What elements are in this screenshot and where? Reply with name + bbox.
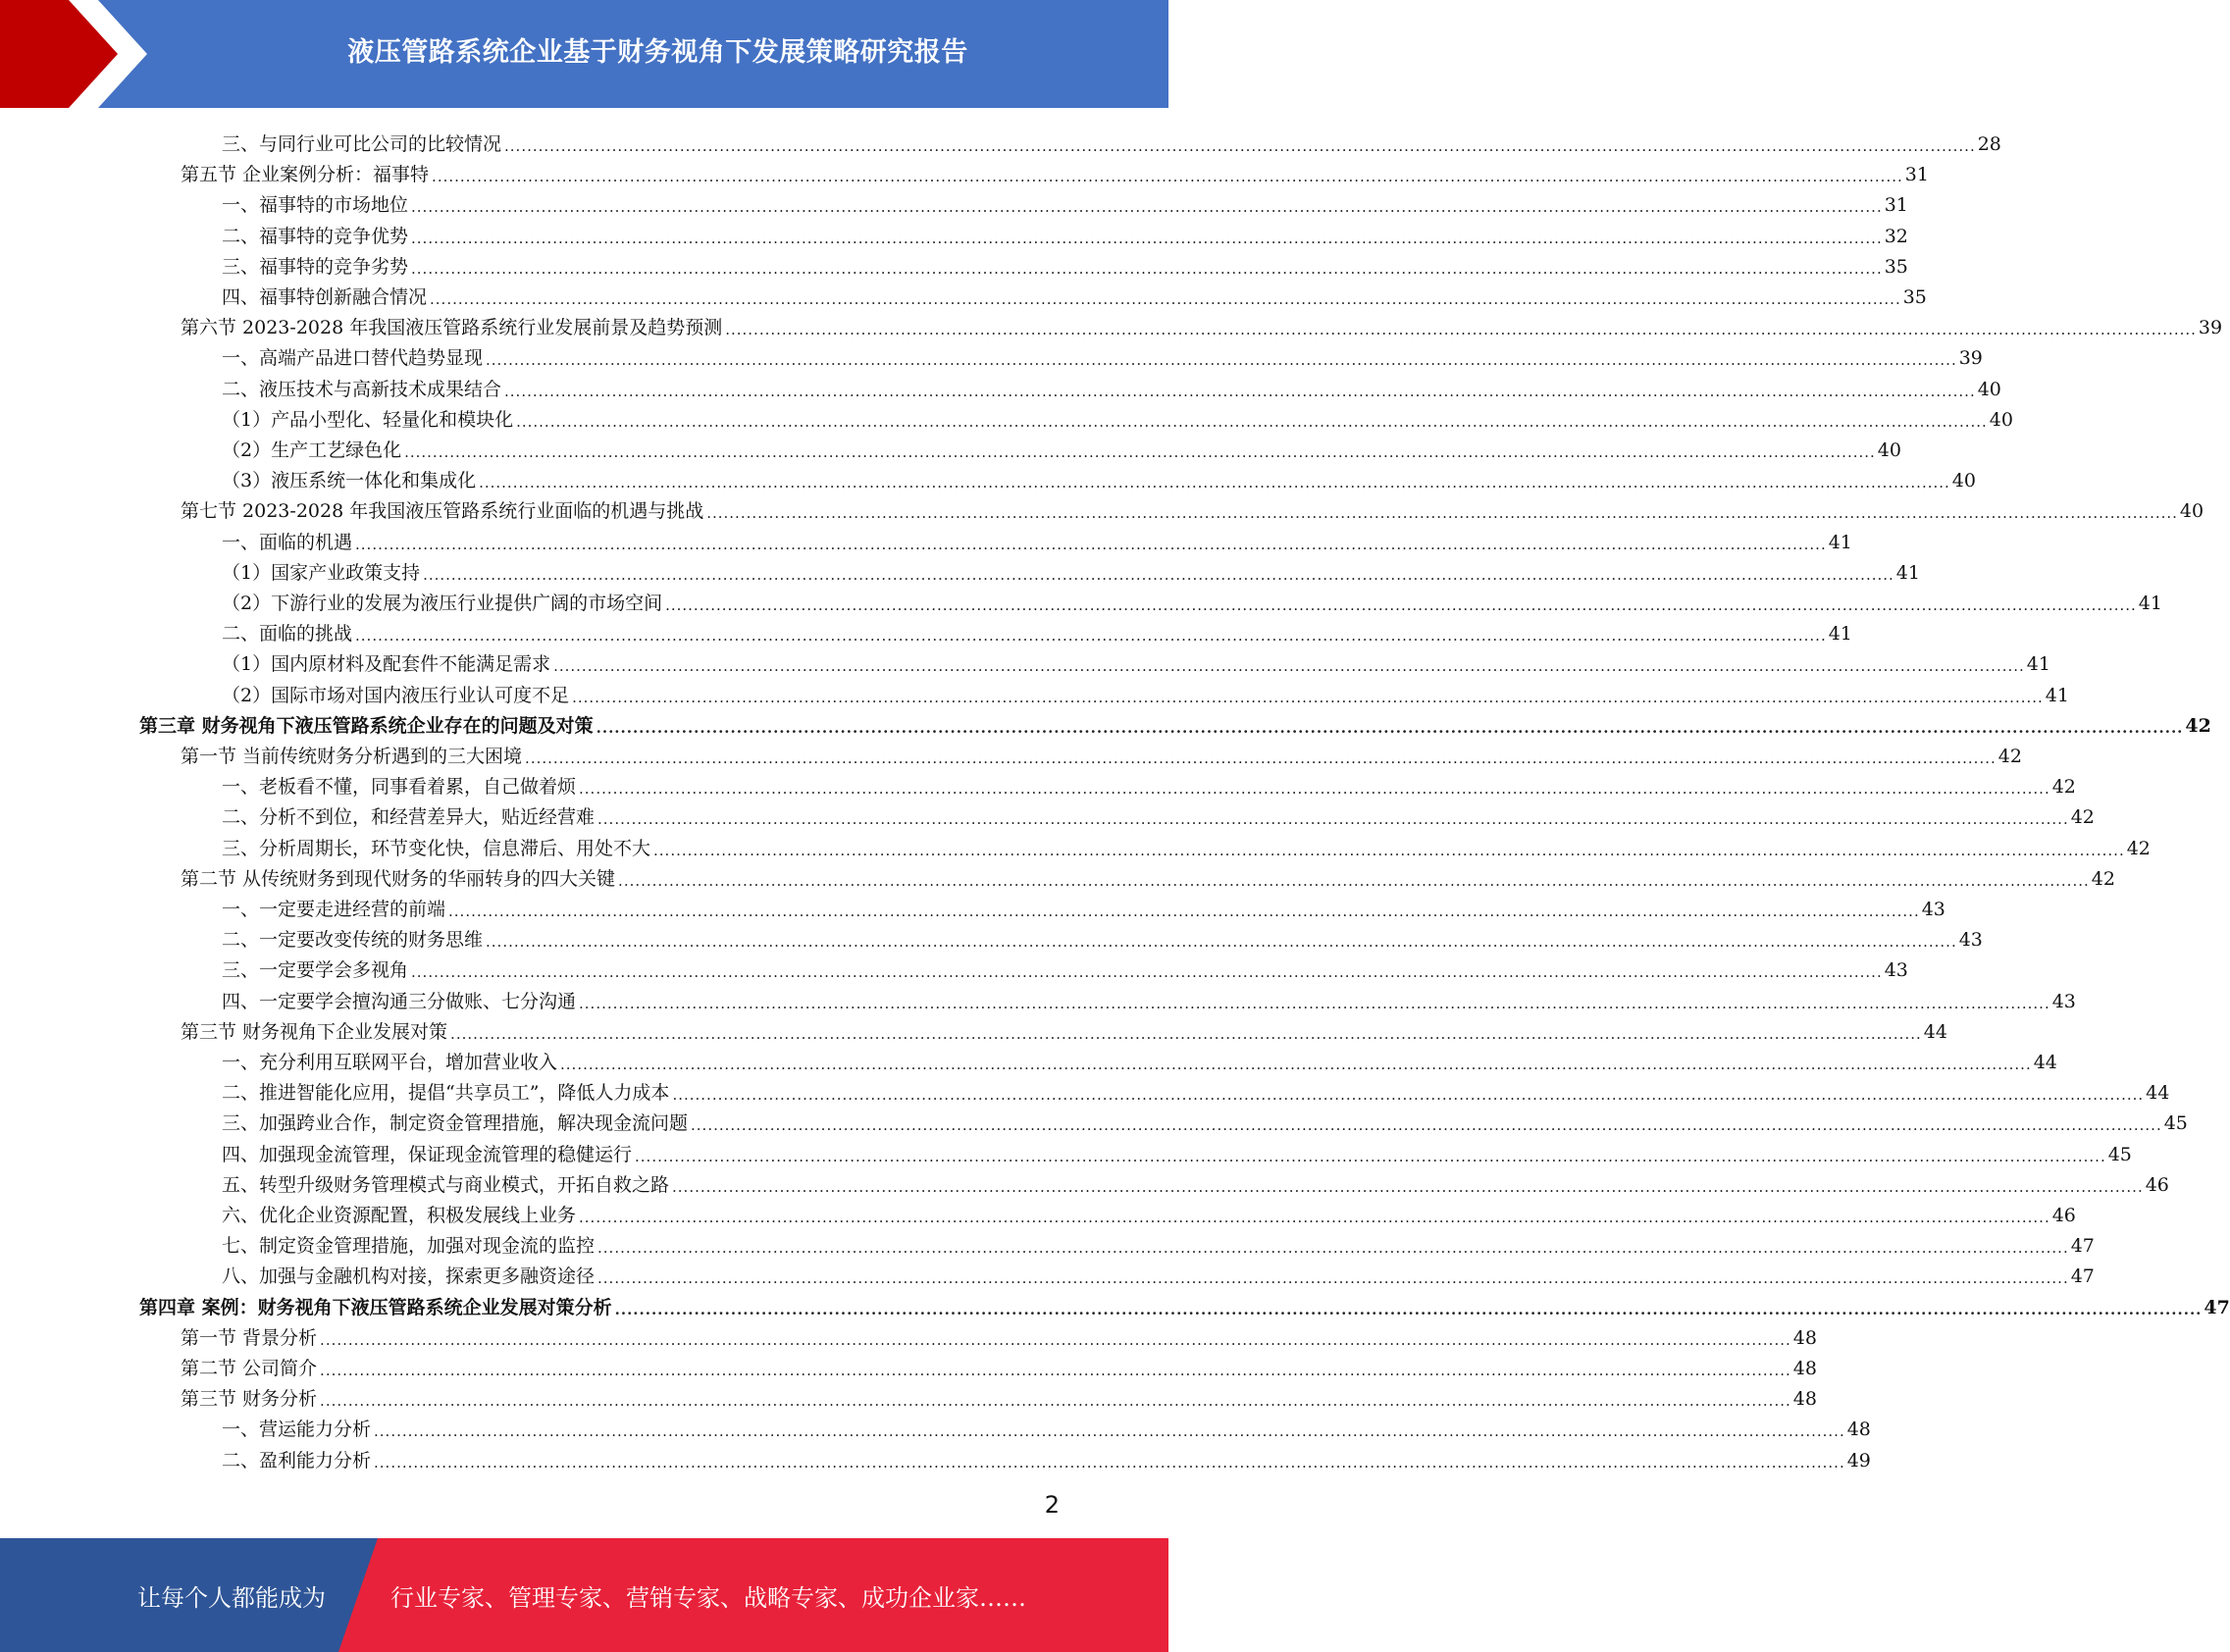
page-footer (0, 1538, 1168, 1652)
toc-entry[interactable] (222, 983, 2076, 1013)
toc-entry-title: 第二节 公司简介 (181, 1358, 318, 1379)
page-number: 2 (1044, 1491, 1060, 1519)
toc-entry[interactable] (222, 554, 1920, 585)
toc-entry-title: 五、转型升级财务管理模式与商业模式，开拓自救之路 (222, 1173, 670, 1196)
toc-entry-page: 31 (1904, 164, 1929, 186)
toc-entry-page: 47 (2204, 1296, 2230, 1318)
toc-entry-title: 一、面临的机遇 (222, 531, 353, 553)
toc-entry[interactable] (181, 738, 2022, 768)
toc-entry-title: （2）下游行业的发展为液压行业提供广阔的市场空间 (222, 593, 663, 614)
toc-entry[interactable] (181, 860, 2115, 891)
toc-dot-leader: .................................................................................................................................................................................................................................................................... (355, 627, 1827, 645)
toc-entry-title: （1）国家产业政策支持 (222, 561, 421, 584)
toc-entry-page: 42 (2185, 714, 2211, 737)
toc-dot-leader: .................................................................................................................................................................................................................................................................... (486, 933, 1957, 952)
toc-dot-leader: .................................................................................................................................................................................................................................................................... (504, 137, 1976, 155)
toc-entry[interactable] (222, 126, 2001, 156)
toc-entry-page: 48 (1792, 1358, 1817, 1379)
toc-dot-leader: .................................................................................................................................................................................................................................................................... (374, 1453, 1845, 1471)
toc-entry-page: 43 (1921, 899, 1945, 920)
toc-entry[interactable] (139, 707, 2211, 738)
toc-entry-title: 八、加强与金融机构对接，探索更多融资途径 (222, 1265, 596, 1288)
toc-entry-title: 三、一定要学会多视角 (222, 959, 409, 982)
toc-entry-title: 第六节 2023-2028 年我国液压管路系统行业发展前景及趋势预测 (181, 317, 723, 339)
toc-dot-leader: .................................................................................................................................................................................................................................................................... (448, 903, 1920, 920)
toc-entry[interactable] (222, 830, 2151, 860)
toc-dot-leader: .................................................................................................................................................................................................................................................................... (579, 780, 2050, 799)
toc-entry[interactable] (222, 462, 1976, 492)
toc-dot-leader: .................................................................................................................................................................................................................................................................... (486, 351, 1957, 370)
page-header (0, 0, 1168, 108)
toc-entry[interactable] (181, 1380, 1817, 1411)
toc-entry-page: 40 (1877, 439, 1901, 461)
toc-entry[interactable] (222, 1197, 2076, 1227)
toc-entry[interactable] (222, 186, 1908, 217)
footer-slogan-right: 行业专家、管理专家、营销专家、战略专家、成功企业家…… (390, 1583, 1026, 1612)
toc-entry-page: 47 (2070, 1235, 2095, 1258)
toc-entry-title: 第一节 当前传统财务分析遇到的三大困境 (181, 746, 523, 767)
toc-entry[interactable] (181, 156, 1929, 186)
toc-dot-leader: .................................................................................................................................................................................................................................................................... (597, 1269, 2069, 1288)
toc-entry[interactable] (222, 1258, 2095, 1288)
toc-entry-page: 46 (2051, 1205, 2076, 1226)
toc-entry-title: 第三节 财务分析 (181, 1388, 318, 1411)
toc-entry[interactable] (222, 279, 1927, 309)
toc-entry-title: 三、与同行业可比公司的比较情况 (222, 133, 502, 155)
toc-entry[interactable] (222, 1136, 2132, 1166)
toc-entry-title: 第一节 背景分析 (181, 1326, 318, 1349)
toc-entry-page: 49 (1846, 1449, 1871, 1471)
toc-entry-title: 二、推进智能化应用，提倡“共享员工”，降低人力成本 (222, 1082, 670, 1105)
toc-entry-page: 28 (1977, 133, 2001, 155)
toc-entry-page: 40 (1977, 378, 2001, 400)
toc-dot-leader: .................................................................................................................................................................................................................................................................... (579, 1209, 2050, 1226)
toc-entry-page: 45 (2107, 1143, 2132, 1165)
toc-entry[interactable] (181, 1013, 1947, 1044)
toc-entry[interactable] (222, 645, 2050, 676)
toc-dot-leader: .................................................................................................................................................................................................................................................................... (320, 1392, 1791, 1411)
toc-dot-leader: .................................................................................................................................................................................................................................................................... (614, 1300, 2203, 1318)
toc-dot-leader: .................................................................................................................................................................................................................................................................... (411, 229, 1883, 247)
toc-entry[interactable] (222, 432, 1901, 462)
toc-entry[interactable] (139, 1289, 2230, 1319)
toc-dot-leader: .................................................................................................................................................................................................................................................................... (635, 1147, 2106, 1165)
toc-entry[interactable] (222, 371, 2001, 401)
toc-entry[interactable] (222, 1411, 1871, 1441)
toc-dot-leader: .................................................................................................................................................................................................................................................................... (355, 535, 1827, 553)
toc-entry[interactable] (181, 309, 2223, 339)
toc-dot-leader: .................................................................................................................................................................................................................................................................... (423, 565, 1894, 584)
toc-entry-title: （1）产品小型化、轻量化和模块化 (222, 408, 514, 431)
toc-entry[interactable] (222, 1074, 2170, 1105)
toc-dot-leader: .................................................................................................................................................................................................................................................................... (525, 749, 1997, 767)
toc-dot-leader: .................................................................................................................................................................................................................................................................... (374, 1422, 1845, 1441)
toc-entry-page: 41 (2138, 593, 2162, 614)
toc-dot-leader: .................................................................................................................................................................................................................................................................... (411, 963, 1883, 982)
toc-dot-leader: .................................................................................................................................................................................................................................................................... (430, 290, 1901, 308)
toc-entry-title: 二、分析不到位，和经营差异大，贴近经营难 (222, 806, 596, 829)
toc-entry-title: 四、一定要学会擅沟通三分做账、七分沟通 (222, 990, 577, 1012)
toc-entry[interactable] (222, 1166, 2169, 1197)
toc-entry-title: 一、一定要走进经营的前端 (222, 899, 446, 920)
toc-dot-leader: .................................................................................................................................................................................................................................................................... (672, 1177, 2144, 1196)
toc-entry-title: 三、福事特的竞争劣势 (222, 255, 409, 278)
header-arrow-decoration (0, 0, 157, 108)
toc-entry-page: 42 (2070, 806, 2095, 829)
toc-entry-page: 42 (2051, 776, 2076, 799)
toc-entry-title: 二、一定要改变传统的财务思维 (222, 929, 484, 952)
toc-entry-page: 44 (2146, 1082, 2170, 1105)
toc-dot-leader: .................................................................................................................................................................................................................................................................... (404, 443, 1876, 461)
toc-entry[interactable] (222, 248, 1908, 279)
toc-entry[interactable] (222, 615, 1852, 645)
toc-entry-page: 42 (2091, 867, 2115, 890)
toc-dot-leader: .................................................................................................................................................................................................................................................................... (706, 504, 2178, 523)
toc-entry-page: 41 (2045, 684, 2069, 706)
toc-dot-leader: .................................................................................................................................................................................................................................................................... (411, 259, 1883, 278)
toc-dot-leader: .................................................................................................................................................................................................................................................................... (618, 871, 2090, 890)
toc-entry-page: 35 (1902, 286, 1927, 308)
toc-entry-page: 45 (2163, 1112, 2188, 1135)
toc-dot-leader: .................................................................................................................................................................................................................................................................... (504, 382, 1976, 400)
toc-entry-page: 40 (1951, 470, 1976, 492)
toc-dot-leader: .................................................................................................................................................................................................................................................................... (672, 1086, 2145, 1105)
toc-entry-page: 41 (1828, 623, 1852, 645)
toc-entry-title: （2）生产工艺绿色化 (222, 439, 402, 461)
toc-dot-leader: .................................................................................................................................................................................................................................................................... (691, 1116, 2162, 1135)
toc-entry-title: 一、充分利用互联网平台，增加营业收入 (222, 1052, 558, 1073)
toc-entry[interactable] (222, 952, 1908, 982)
toc-entry-page: 39 (2198, 317, 2223, 339)
toc-entry-page: 47 (2070, 1265, 2095, 1288)
toc-entry-page: 43 (1958, 929, 1983, 952)
toc-entry-title: 一、福事特的市场地位 (222, 194, 409, 217)
toc-dot-leader: .................................................................................................................................................................................................................................................................... (725, 321, 2197, 339)
toc-entry[interactable] (222, 218, 1908, 248)
toc-entry-title: 三、分析周期长，环节变化快，信息滞后、用处不大 (222, 837, 651, 859)
toc-entry-title: 三、加强跨业合作，制定资金管理措施，解决现金流问题 (222, 1112, 689, 1135)
toc-dot-leader: .................................................................................................................................................................................................................................................................... (553, 657, 2025, 676)
toc-entry-page: 41 (1828, 531, 1852, 553)
toc-entry-title: 四、加强现金流管理，保证现金流管理的稳健运行 (222, 1143, 633, 1165)
toc-entry[interactable] (181, 492, 2204, 523)
toc-dot-leader: .................................................................................................................................................................................................................................................................... (320, 1330, 1791, 1349)
toc-dot-leader: .................................................................................................................................................................................................................................................................... (572, 688, 2044, 706)
toc-entry-title: 四、福事特创新融合情况 (222, 286, 428, 308)
toc-entry[interactable] (222, 921, 1983, 952)
toc-entry[interactable] (222, 339, 1983, 370)
toc-dot-leader: .................................................................................................................................................................................................................................................................... (579, 994, 2050, 1012)
toc-dot-leader: .................................................................................................................................................................................................................................................................... (479, 474, 1950, 492)
toc-entry-title: 一、营运能力分析 (222, 1419, 372, 1441)
toc-entry-page: 40 (1989, 408, 2013, 431)
toc-entry-title: 七、制定资金管理措施，加强对现金流的监控 (222, 1235, 596, 1258)
toc-entry-title: 第二节 从传统财务到现代财务的华丽转身的四大关键 (181, 867, 616, 890)
toc-entry-title: 二、福事特的竞争优势 (222, 225, 409, 247)
toc-entry[interactable] (222, 1105, 2188, 1135)
toc-entry-title: 二、面临的挑战 (222, 623, 353, 645)
toc-entry-page: 46 (2145, 1173, 2169, 1196)
toc-entry-page: 40 (2179, 500, 2204, 523)
toc-entry-page: 39 (1958, 347, 1983, 370)
toc-entry-title: 第五节 企业案例分析：福事特 (181, 164, 430, 186)
report-title: 液压管路系统企业基于财务视角下发展策略研究报告 (347, 36, 968, 68)
toc-entry-page: 41 (1895, 561, 1920, 584)
toc-entry-page: 48 (1792, 1326, 1817, 1349)
toc-dot-leader: .................................................................................................................................................................................................................................................................... (665, 596, 2137, 614)
toc-entry-title: 二、液压技术与高新技术成果结合 (222, 378, 502, 400)
toc-entry-page: 48 (1846, 1419, 1871, 1441)
footer-slogan-left: 让每个人都能成为 (137, 1583, 326, 1612)
toc-entry[interactable] (222, 524, 1852, 554)
toc-entry[interactable] (222, 1442, 1871, 1472)
toc-entry-title: 二、盈利能力分析 (222, 1449, 372, 1471)
toc-entry-page: 43 (2051, 990, 2076, 1012)
toc-dot-leader: .................................................................................................................................................................................................................................................................... (411, 198, 1883, 217)
toc-dot-leader: .................................................................................................................................................................................................................................................................... (432, 168, 1903, 186)
toc-entry-page: 48 (1792, 1388, 1817, 1411)
toc-dot-leader: .................................................................................................................................................................................................................................................................... (653, 841, 2125, 859)
toc-entry[interactable] (181, 1350, 1817, 1380)
toc-entry[interactable] (222, 677, 2069, 707)
toc-entry[interactable] (222, 585, 2162, 615)
toc-entry[interactable] (222, 401, 2013, 432)
toc-entry-page: 43 (1884, 959, 1908, 982)
toc-entry-title: （1）国内原材料及配套件不能满足需求 (222, 653, 551, 676)
toc-entry-page: 44 (1923, 1020, 1947, 1043)
toc-entry[interactable] (222, 891, 1945, 921)
toc-entry-page: 42 (2126, 837, 2151, 859)
toc-entry-page: 32 (1884, 225, 1908, 247)
toc-entry-page: 42 (1997, 746, 2022, 767)
toc-entry-title: 第四章 案例：财务视角下液压管路系统企业发展对策分析 (139, 1296, 612, 1318)
toc-entry-title: 第七节 2023-2028 年我国液压管路系统行业面临的机遇与挑战 (181, 500, 704, 523)
toc-dot-leader: .................................................................................................................................................................................................................................................................... (450, 1024, 1922, 1043)
toc-entry-page: 41 (2026, 653, 2050, 676)
toc-dot-leader: .................................................................................................................................................................................................................................................................... (516, 412, 1988, 431)
toc-entry-page: 44 (2033, 1052, 2057, 1073)
toc-entry[interactable] (222, 1044, 2057, 1074)
toc-entry[interactable] (222, 768, 2076, 799)
toc-entry[interactable] (181, 1319, 1817, 1350)
toc-dot-leader: .................................................................................................................................................................................................................................................................... (597, 810, 2069, 829)
toc-entry-title: 六、优化企业资源配置，积极发展线上业务 (222, 1205, 577, 1226)
toc-dot-leader: .................................................................................................................................................................................................................................................................... (560, 1056, 2032, 1073)
toc-entry-page: 31 (1884, 194, 1908, 217)
toc-entry-title: 第三章 财务视角下液压管路系统企业存在的问题及对策 (139, 714, 594, 737)
toc-dot-leader: .................................................................................................................................................................................................................................................................... (596, 718, 2184, 737)
toc-dot-leader: .................................................................................................................................................................................................................................................................... (597, 1239, 2069, 1258)
toc-entry-title: 第三节 财务视角下企业发展对策 (181, 1020, 448, 1043)
toc-entry-title: 一、老板看不懂，同事看着累，自己做着烦 (222, 776, 577, 799)
toc-entry-title: 一、高端产品进口替代趋势显现 (222, 347, 484, 370)
toc-entry-title: （2）国际市场对国内液压行业认可度不足 (222, 684, 570, 706)
toc-dot-leader: .................................................................................................................................................................................................................................................................... (320, 1362, 1791, 1379)
toc-entry[interactable] (222, 1227, 2095, 1258)
toc-entry-page: 35 (1884, 255, 1908, 278)
toc-entry-title: （3）液压系统一体化和集成化 (222, 470, 477, 492)
toc-entry[interactable] (222, 799, 2095, 829)
